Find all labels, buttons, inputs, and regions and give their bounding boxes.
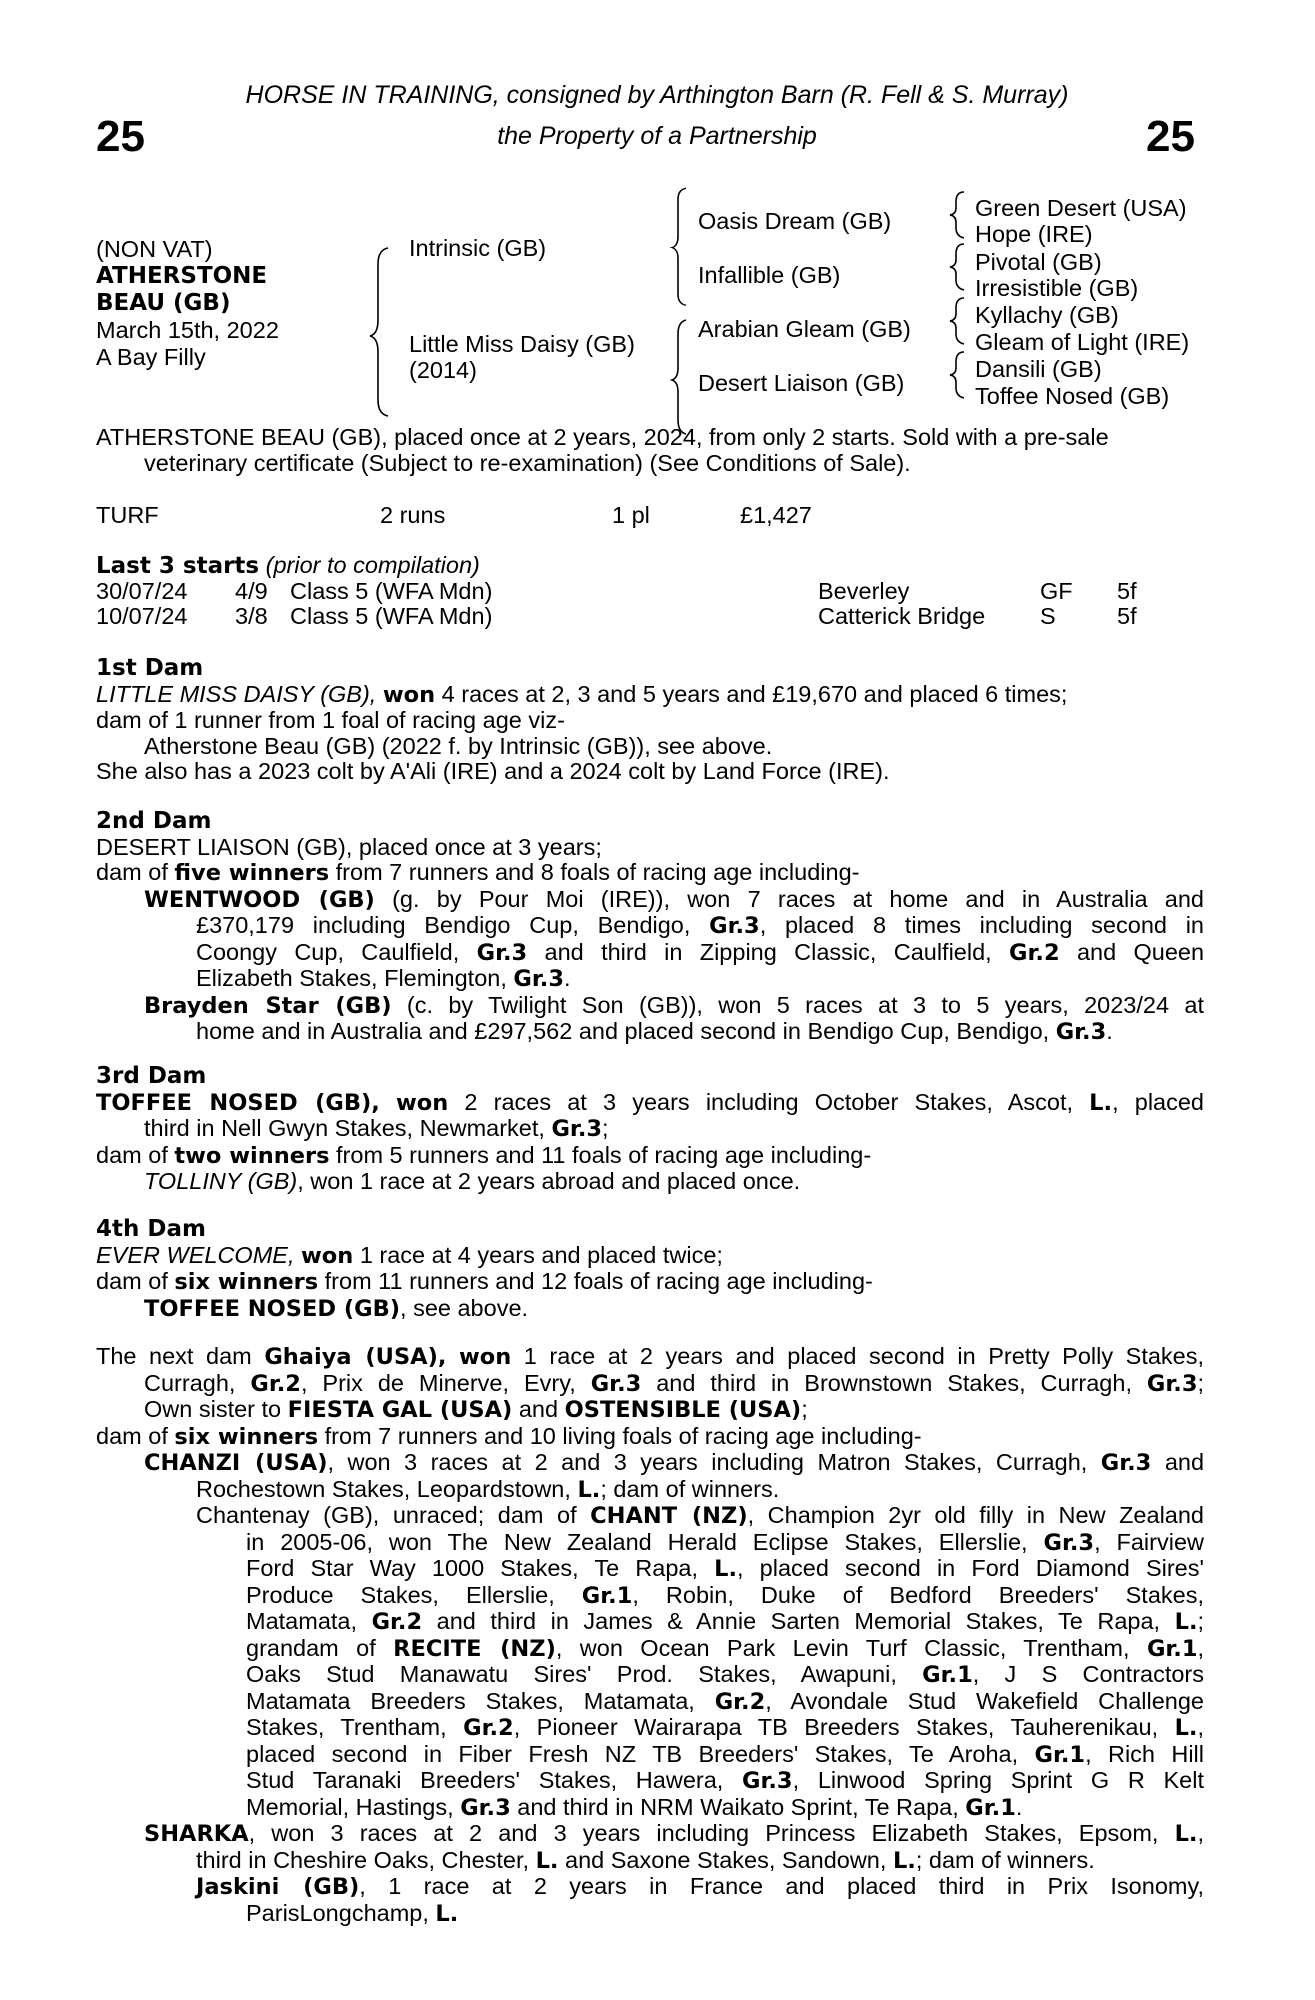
pedigree-g6: Gleam of Light (IRE) [975,329,1190,355]
text: dam of [96,1268,168,1294]
pedigree-sire: Intrinsic (GB) [409,235,547,261]
pedigree-dam-year: (2014) [409,357,477,383]
text: Memorial, Hastings, [246,1793,454,1820]
grade: Gr.1 [1034,1741,1086,1768]
last-starts-note: (prior to compilation) [265,552,480,578]
text: , see above. [400,1294,529,1321]
turf-earnings: £1,427 [740,502,812,528]
text: in 2005-06, won The New Zealand Herald Eclipse Stakes, Ellerslie, [246,1528,1028,1555]
fiesta-gal-name: FIESTA GAL (USA) [287,1397,513,1423]
fourth-dam-heading: 4th Dam [96,1216,206,1242]
pedigree-g7: Dansili (GB) [975,356,1102,382]
chant-name: CHANT (NZ) [590,1503,748,1529]
text: , placed [1112,1088,1204,1115]
grade: Gr.2 [1009,939,1060,966]
text: , Rich Hill [1085,1740,1204,1767]
consignor-line: HORSE IN TRAINING, consigned by Arthington Barn (R. Fell & S. Murray) [245,81,1069,109]
start-row-1-date: 30/07/24 [96,578,188,604]
text: Coongy Cup, Caulfield, [196,938,460,965]
text: Matamata Breeders Stakes, Matamata, [246,1687,695,1714]
intro-paragraph [96,425,1204,476]
text: , Fairview [1094,1528,1204,1555]
start-row-1-class: Class 5 (WFA Mdn) [290,578,493,604]
grade: Gr.2 [463,1715,514,1741]
text: (g. by Pour Moi (IRE)), won 7 races at home and in Australia and [392,885,1204,912]
third-dam-section: 3rd Dam TOFFEE NOSED (GB), won 2 races at 3 years including October Stakes, Ascot, L., placed third in Nell Gwyn Stakes, Newmarket, Gr.3; dam of two winners from 5 runners and 11 foals of racing age including- TOLLINY (GB), won 1 race at 2 years abroad and placed once. [96,1063,1204,1194]
text: Elizabeth Stakes, Flemington, [196,965,507,991]
text: from 7 runners and 8 foals of racing age including- [335,859,860,885]
text: third in Nell Gwyn Stakes, Newmarket, [144,1115,545,1141]
text: , Champion 2yr old filly in New Zealand [747,1502,1205,1528]
text: and Queen [1076,938,1205,965]
grade: Gr.3 [1055,1019,1107,1045]
text: from 7 runners and 10 living foals of racing age including- [324,1422,922,1449]
horse-description: A Bay Filly [96,344,206,370]
listed: L. [1089,1089,1113,1116]
lot-number-left: 25 [96,112,145,161]
listed: L. [435,1900,459,1927]
text: £370,179 including Bendigo Cup, Bendigo, [196,912,691,938]
intro-line-1: ATHERSTONE BEAU (GB), placed once at 2 years, 2024, from only 2 starts. Sold with a pre-sale [96,424,1109,450]
text: ParisLongchamp, [246,1899,429,1926]
start-row-2-class: Class 5 (WFA Mdn) [290,603,493,629]
text: Chantenay (GB), unraced; dam of [196,1502,577,1528]
listed: L. [1174,1609,1198,1635]
pedigree-dam: Little Miss Daisy (GB) [409,331,635,357]
pedigree-g5: Kyllachy (GB) [975,302,1119,328]
grade: Gr.3 [742,1768,793,1794]
text: , placed 8 times including second in [759,912,1204,938]
sharka-name: SHARKA [144,1821,249,1847]
won-label: won [382,681,436,708]
won-label: won [301,1242,354,1269]
text: 1 race at 4 years and placed twice; [359,1241,723,1268]
pedigree-g2: Hope (IRE) [975,221,1093,247]
horse-name-line1: ATHERSTONE [96,263,268,289]
winners-count: two winners [174,1142,330,1169]
jaskini-name: Jaskini (GB) [196,1874,360,1900]
start-row-1-course: Beverley [818,578,910,604]
pedigree-sire-sire: Oasis Dream (GB) [698,208,892,234]
text: The next dam [96,1343,252,1369]
pedigree-dam-sire: Arabian Gleam (GB) [698,316,911,342]
text: , Prix de Minerve, Evry, [300,1369,576,1396]
grade: Gr.3 [709,913,760,939]
grade: Gr.2 [250,1370,301,1397]
text: from 11 runners and 12 foals of racing age including- [324,1268,873,1294]
listed: L. [1174,1715,1198,1741]
listed: L. [714,1556,738,1582]
start-row-2-course: Catterick Bridge [818,603,986,629]
text: grandam of [246,1634,376,1661]
text: , Robin, Duke of Bedford Breeders' Stakes, [632,1581,1204,1608]
second-dam-section: 2nd Dam DESERT LIAISON (GB), placed once at 3 years; dam of five winners from 7 runners and 8 foals of racing age including- WENTWOOD (GB) (g. by Pour Moi (IRE)), won 7 races at home and in Australia and £370,179 including Bendigo Cup, Bendigo, Gr.3, placed 8 times including second in Coongy Cup, Caulfield, Gr.3 and third in Zipping Classic, Caulfield, Gr.2 and Queen Elizabeth Stakes, Flemington, Gr.3. Brayden Star (GB) (c. by Twilight Son (GB)), won 5 races at 3 to 5 years, 2023/24 at home and in Australia and £297,562 and placed second in Bendigo Cup, Bendigo, Gr.3. [96,808,1205,1045]
listed: L. [577,1476,601,1503]
text: Produce Stakes, Ellerslie, [246,1581,555,1608]
text: , Pioneer Wairarapa TB Breeders Stakes, Tauherenikau, [513,1714,1159,1740]
start-row-2-going: S [1040,603,1056,629]
grade: Gr.3 [1100,1450,1152,1476]
text: , J S Contractors [972,1661,1205,1687]
fourth-dam-name: EVER WELCOME, [96,1241,295,1268]
text: and third in Brownstown Stakes, Curragh, [656,1369,1132,1396]
toffee-nosed-name: TOFFEE NOSED (GB) [144,1295,401,1322]
text: Stakes, Trentham, [246,1714,447,1740]
first-dam-record: 4 races at 2, 3 and 5 years and £19,670 and placed 6 times; [441,680,1068,707]
text: third in Cheshire Oaks, Chester, [196,1846,530,1873]
text: Ford Star Way 1000 Stakes, Te Rapa, [246,1555,699,1581]
text: dam of [96,1141,168,1168]
pedigree-g3: Pivotal (GB) [975,249,1102,275]
property-line: the Property of a Partnership [497,122,817,150]
third-dam-name: TOFFEE NOSED (GB), [96,1089,380,1116]
grade: Gr.3 [476,939,528,966]
pedigree-g8: Toffee Nosed (GB) [975,383,1170,409]
text: ; dam of winners. [915,1846,1095,1873]
text: , won Ocean Park Levin Turf Classic, Trentham, [555,1634,1130,1661]
text: Rochestown Stakes, Leopardstown, [196,1475,571,1502]
text: and third in NRM Waikato Sprint, Te Rapa, [517,1793,959,1820]
tolliny-name: TOLLINY (GB) [144,1168,298,1194]
grade: Gr.3 [1146,1370,1198,1397]
horse-name-line2: BEAU (GB) [96,290,231,316]
ostensible-name: OSTENSIBLE (USA) [564,1397,802,1423]
first-dam-name: LITTLE MISS DAISY (GB), [96,680,377,707]
grade: Gr.3 [460,1794,511,1821]
last-starts-heading [96,553,480,580]
grade: Gr.1 [581,1582,633,1609]
last-starts-title: Last 3 starts [96,553,260,579]
text: dam of [96,859,168,885]
text: , placed second in Ford Diamond Sires' [737,1555,1204,1581]
text: , won 3 races at 2 and 3 years including Matron Stakes, Curragh, [327,1449,1088,1475]
text: 2 races at 3 years including October Stakes, Ascot, [464,1088,1074,1115]
winners-count: six winners [174,1423,319,1450]
fourth-dam-section [96,1217,1204,1322]
start-row-1-going: GF [1040,578,1073,604]
start-row-1-pos: 4/9 [235,578,268,604]
second-dam-name: DESERT LIAISON (GB), placed once at 3 years; [96,833,602,860]
text: home and in Australia and £297,562 and placed second in Bendigo Cup, Bendigo, [196,1018,1050,1044]
intro-line-2: veterinary certificate (Subject to re-examination) (See Conditions of Sale). [144,449,911,476]
horse-dob: March 15th, 2022 [96,317,279,343]
text: and [518,1396,559,1422]
text: , Avondale Stud Wakefield Challenge [765,1687,1204,1714]
grade: Gr.3 [551,1116,603,1142]
winners-count: five winners [174,860,330,886]
listed: L. [1174,1821,1198,1847]
grade: Gr.2 [714,1688,766,1715]
grade: Gr.1 [922,1662,973,1688]
vat-status: (NON VAT) [96,236,213,262]
next-dam-section: The next dam Ghaiya (USA), won 1 race at 2 years and placed second in Pretty Polly Stakes, Curragh, Gr.2, Prix de Minerve, Evry, Gr.3 and third in Brownstown Stakes, Curragh, Gr.3; Own sister to FIESTA GAL (USA) and OSTENSIBLE (USA); dam of six winners from 7 runners and 10 living foals of racing age including- CHANZI (USA), won 3 races at 2 and 3 years including Matron Stakes, Curragh, Gr.3 and Rochestown Stakes, Leopardstown, L.; dam of winners. Chantenay (GB), unraced; dam of CHANT (NZ), Champion 2yr old filly in New Zealand in 2005-06, won The New Zealand Herald Eclipse Stakes, Ellerslie, Gr.3, Fairview Ford Star Way 1000 Stakes, Te Rapa, L., placed second in Ford Diamond Sires' Produce Stakes, Ellerslie, Gr.1, Robin, Duke of Bedford Breeders' Stakes, Matamata, Gr.2 and third in James & Annie Sarten Memorial Stakes, Te Rapa, L.; grandam of RECITE (NZ), won Ocean Park Levin Turf Classic, Trentham, Gr.1, Oaks Stud Manawatu Sires' Prod. Stakes, Awapuni, Gr.1, J S Contractors Matamata Breeders Stakes, Matamata, Gr.2, Avondale Stud Wakefield Challenge Stakes, Trentham, Gr.2, Pioneer Wairarapa TB Breeders Stakes, Tauherenikau, L., placed second in Fiber Fresh NZ TB Breeders' Stakes, Te Aroha, Gr.1, Rich Hill Stud Taranaki Breeders' Stakes, Hawera, Gr.3, Linwood Spring Sprint G R Kelt Memorial, Hastings, Gr.3 and third in NRM Waikato Sprint, Te Rapa, Gr.1. SHARKA, won 3 races at 2 and 3 years including Princess Elizabeth Stakes, Epsom, L., third in Cheshire Oaks, Chester, L. and Saxone Stakes, Sandown, L.; dam of winners. Jaskini (GB), 1 race at 2 years in France and placed third in Prix Isonomy, ParisLongchamp, L. [96,1343,1205,1927]
ghaiya-name: Ghaiya (USA), [264,1344,447,1370]
text: , 1 race at 2 years in France and placed third in Prix Isonomy, [359,1873,1204,1899]
recite-name: RECITE (NZ) [393,1635,556,1662]
text: Curragh, [144,1369,236,1396]
text: and third in Zipping Classic, Caulfield, [544,938,992,965]
chanzi-name: CHANZI (USA) [144,1450,328,1476]
grade: Gr.3 [1043,1529,1095,1556]
lot-number-right: 25 [1146,112,1195,161]
text: (c. by Twilight Son (GB)), won 5 races at 3 to 5 years, 2023/24 at [406,991,1204,1018]
start-row-2-dist: 5f [1117,603,1137,629]
text: dam of [96,1422,168,1449]
text: from 5 runners and 11 foals of racing age including- [336,1141,872,1168]
brayden-star-name: Brayden Star (GB) [144,992,392,1019]
text: , Linwood Spring Sprint G R Kelt [792,1767,1204,1793]
grade: Gr.2 [371,1609,423,1635]
start-row-1-dist: 5f [1117,578,1137,604]
grade: Gr.3 [513,966,564,992]
winners-count: six winners [174,1269,319,1295]
grade: Gr.1 [1146,1635,1198,1662]
text: and third in James & Annie Sarten Memorial Stakes, Te Rapa, [436,1608,1161,1634]
grade: Gr.3 [590,1370,642,1397]
pedigree-dam-dam: Desert Liaison (GB) [698,370,905,396]
text: placed second in Fiber Fresh NZ TB Breeders' Stakes, Te Aroha, [246,1740,1019,1767]
first-dam-heading: 1st Dam [96,655,204,681]
second-dam-heading: 2nd Dam [96,808,212,834]
first-dam-produce: dam of 1 runner from 1 foal of racing age viz- [96,707,565,733]
start-row-2-date: 10/07/24 [96,603,188,629]
grade: Gr.1 [965,1794,1016,1821]
turf-label: TURF [96,502,159,528]
text: and Saxone Stakes, Sandown, [565,1846,887,1873]
listed: L. [535,1847,559,1874]
text: , won 1 race at 2 years abroad and placed once. [297,1168,801,1194]
won-label: won [395,1089,449,1116]
pedigree-g1: Green Desert (USA) [975,195,1187,221]
third-dam-heading: 3rd Dam [96,1063,207,1089]
wentwood-name: WENTWOOD (GB) [144,886,375,913]
first-dam-note: She also has a 2023 colt by A'Ali (IRE) and a 2024 colt by Land Force (IRE). [96,758,890,784]
text: Oaks Stud Manawatu Sires' Prod. Stakes, Awapuni, [246,1661,897,1687]
text: 1 race at 2 years and placed second in Pretty Polly Stakes, [523,1343,1205,1369]
start-row-2-pos: 3/8 [235,603,268,629]
turf-placed: 1 pl [612,502,650,528]
listed: L. [892,1847,916,1874]
pedigree-sire-dam: Infallible (GB) [698,262,841,288]
text: Matamata, [246,1608,358,1634]
text: Own sister to [144,1396,282,1422]
pedigree-g4: Irresistible (GB) [975,275,1139,301]
first-dam-foal: Atherstone Beau (GB) (2022 f. by Intrinsic (GB)), see above. [144,732,773,759]
text: ; dam of winners. [600,1475,780,1502]
text: Stud Taranaki Breeders' Stakes, Hawera, [246,1767,724,1793]
pedigree-braces [0,180,1315,580]
turf-runs: 2 runs [380,502,446,528]
text: , won 3 races at 2 and 3 years including Princess Elizabeth Stakes, Epsom, [248,1820,1159,1846]
text: and [1164,1449,1205,1475]
first-dam-section [96,656,1204,785]
won-label: won [458,1344,512,1370]
